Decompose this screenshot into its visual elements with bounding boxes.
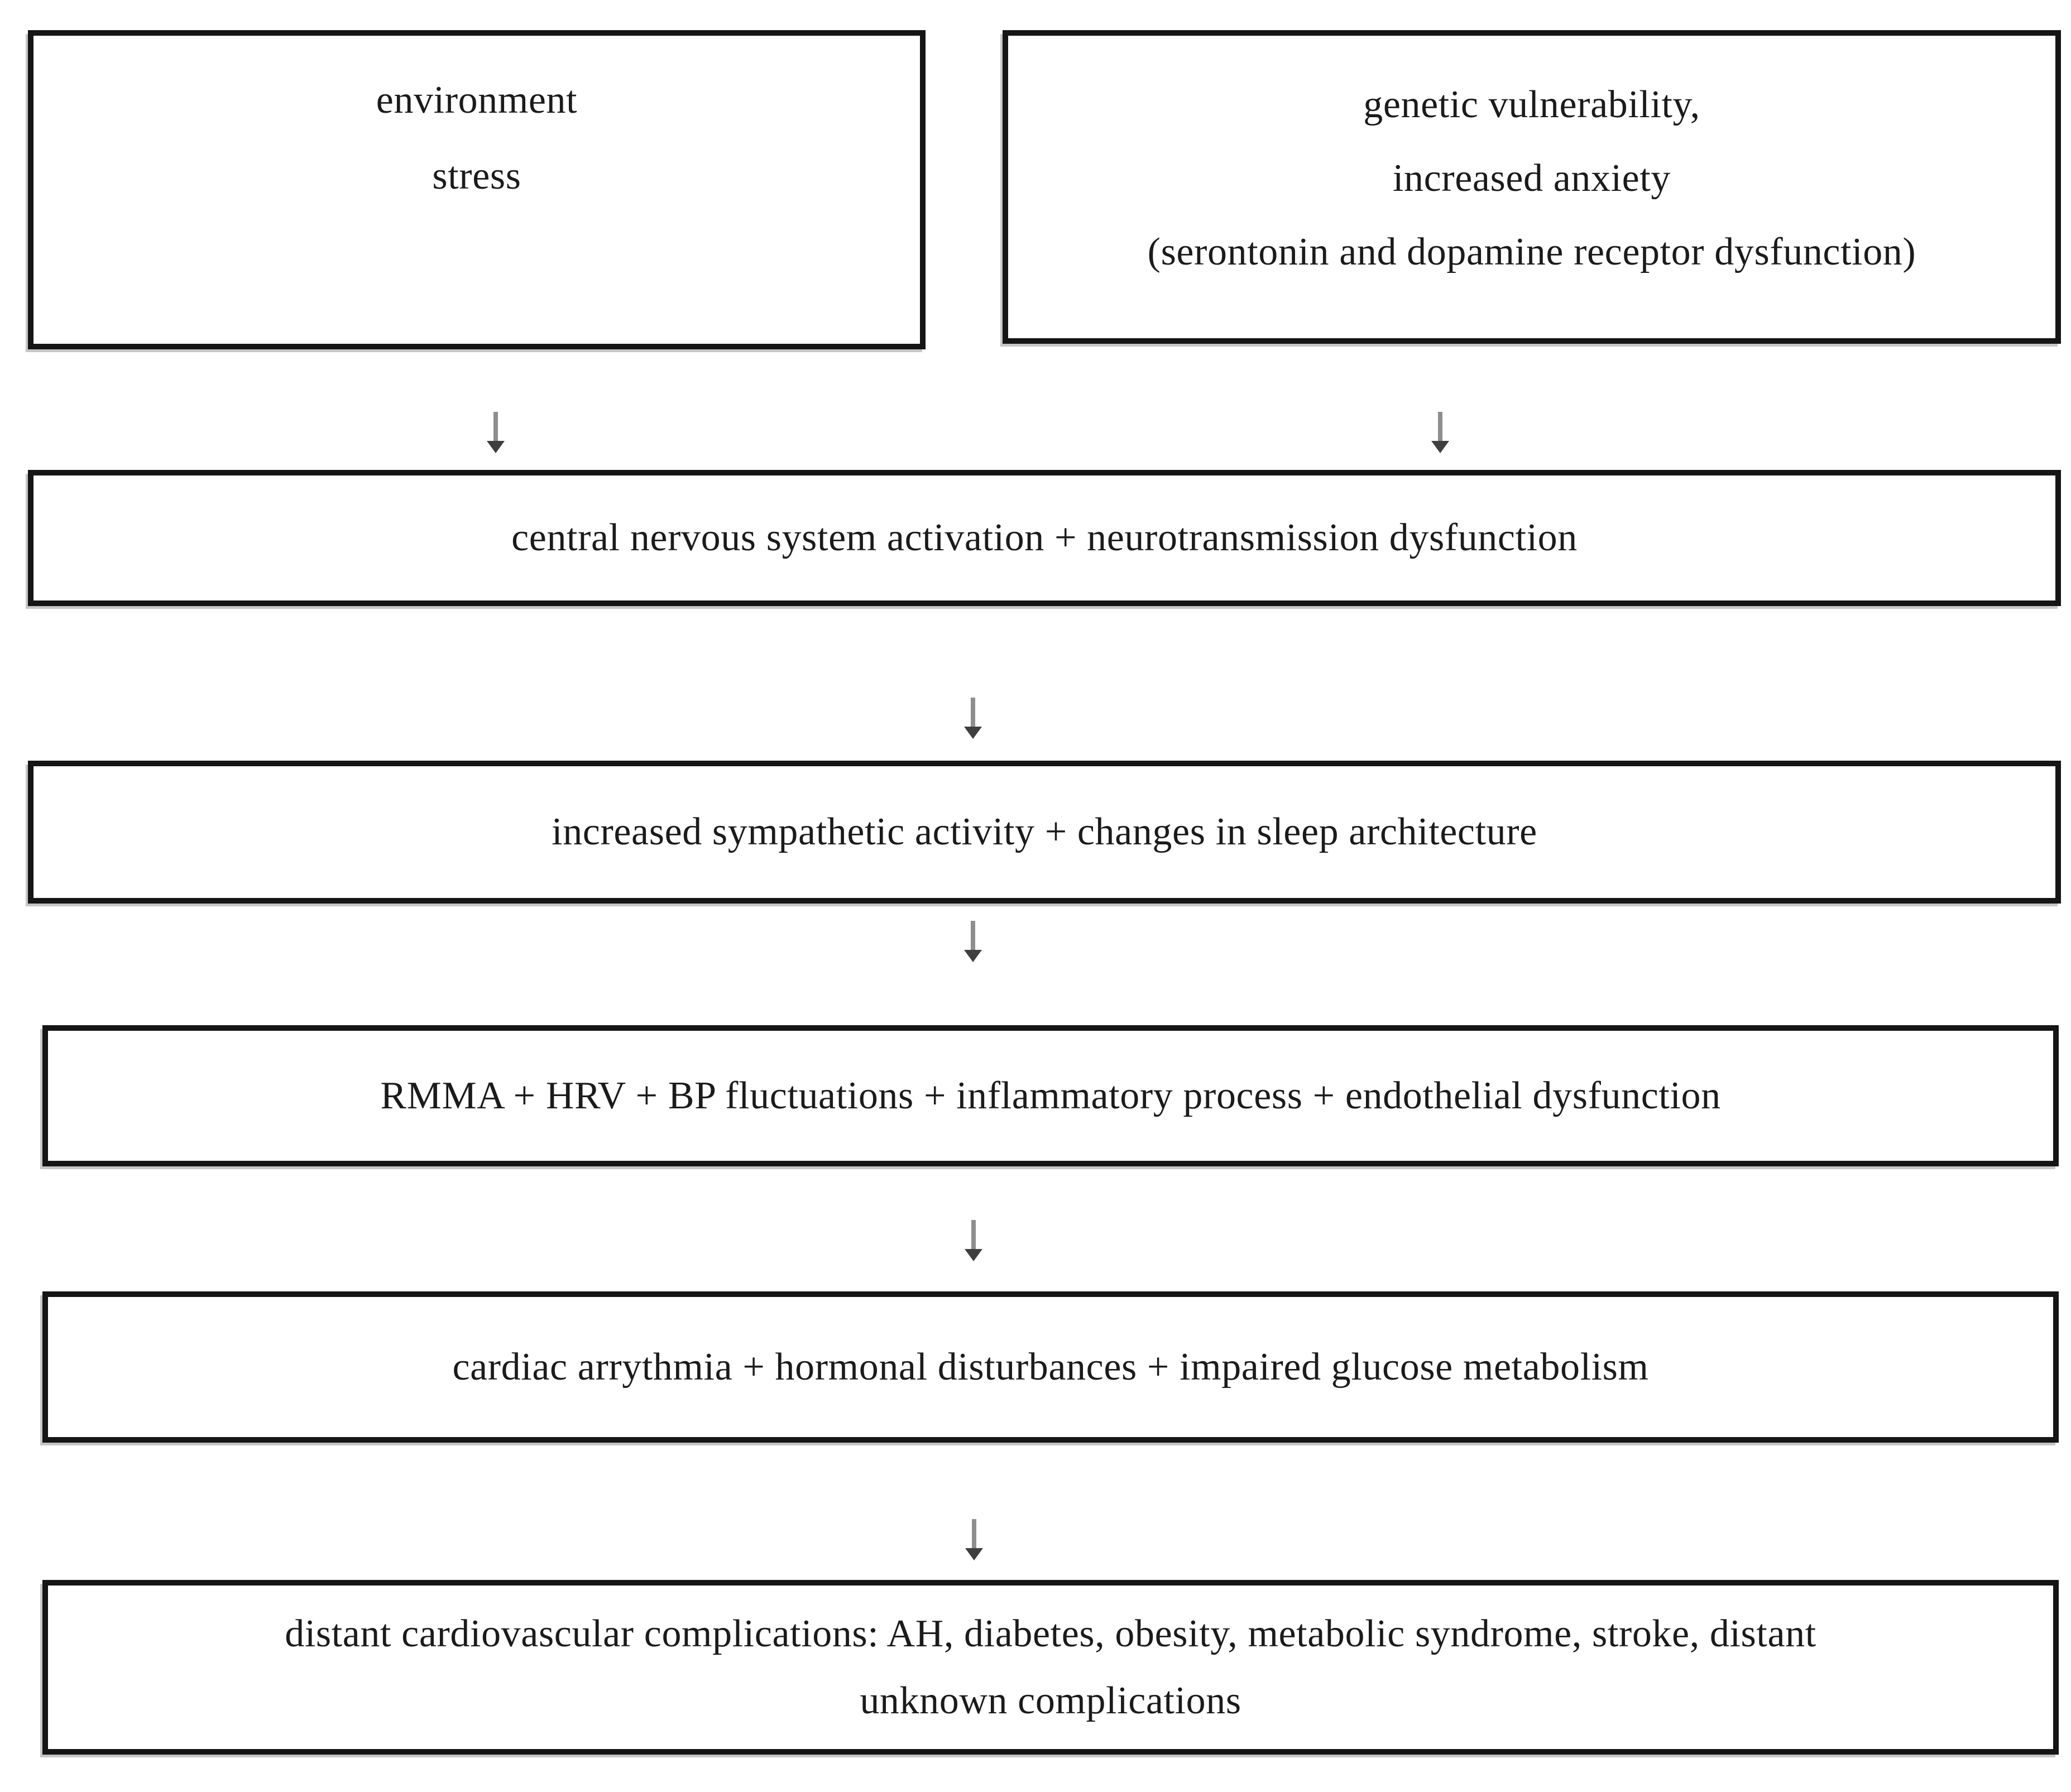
- arrow-down-icon: [962, 698, 984, 739]
- arrow-down-icon: [963, 1519, 985, 1560]
- box-cns-activation: [28, 470, 2061, 606]
- box-text-line: increased anxiety: [1392, 157, 1671, 200]
- arrow-down-icon: [485, 412, 507, 453]
- arrow-down-icon: [962, 921, 984, 962]
- box-text-line: increased sympathetic activity + changes in sleep architecture: [552, 810, 1537, 853]
- box-text-line: cardiac arrythmia + hormonal disturbances + impaired glucose metabolism: [452, 1345, 1649, 1389]
- box-text-line: (serontonin and dopamine receptor dysfunction): [1147, 230, 1916, 273]
- box-text-line: unknown complications: [860, 1679, 1241, 1722]
- box-text-line: distant cardiovascular complications: AH, diabetes, obesity, metabolic syndrome, stroke, distant: [285, 1612, 1816, 1655]
- box-text-line: RMMA + HRV + BP fluctuations + inflammatory process + endothelial dysfunction: [380, 1074, 1721, 1117]
- box-distant-complications: [42, 1580, 2059, 1755]
- box-environment-stress: [28, 30, 926, 349]
- box-text-line: stress: [432, 155, 521, 198]
- box-text-line: central nervous system activation + neurotransmission dysfunction: [511, 516, 1578, 559]
- box-text-line: genetic vulnerability,: [1363, 83, 1700, 126]
- arrow-down-icon: [962, 1220, 985, 1261]
- box-rmma-cascade: [42, 1025, 2059, 1166]
- box-sympathetic-activity: [28, 761, 2061, 904]
- box-cardiac-disturbances: [42, 1291, 2059, 1443]
- box-genetic-vulnerability: [1003, 30, 2061, 344]
- arrow-down-icon: [1429, 412, 1451, 453]
- box-text-line: environment: [376, 79, 578, 122]
